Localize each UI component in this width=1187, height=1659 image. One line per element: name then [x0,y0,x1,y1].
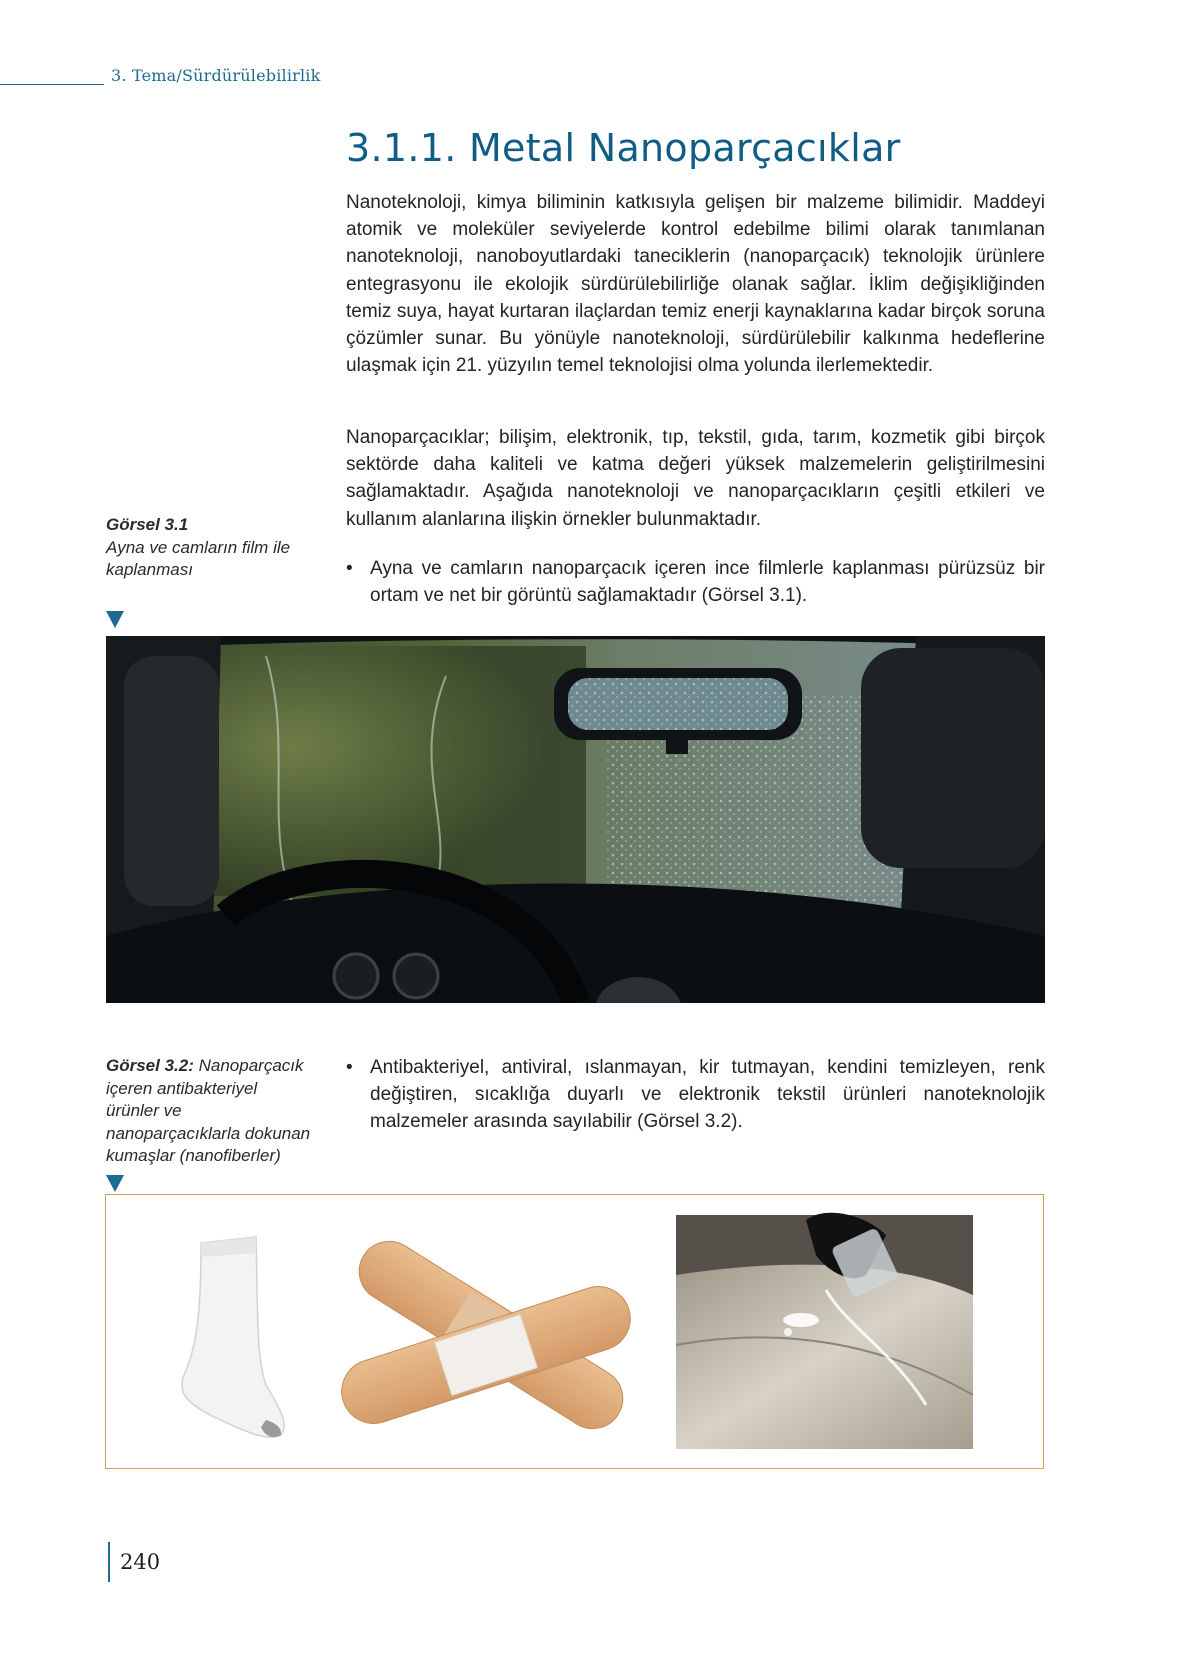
sock-image [182,1237,284,1437]
bullet-1-text: Ayna ve camların nanoparçacık içeren ince filmlerle kaplanması pürüzsüz bir ortam ve net bir görüntü sağlamaktadır (Görsel 3.1). [370,558,1045,607]
running-header: 3. Tema/Sürdürülebilirlik [111,66,321,85]
bullet-2-text: Antibakteriyel, antiviral, ıslanmayan, kir tutmayan, kendini temizleyen, renk değiştiren, sıcaklığa duyarlı ve elektronik tekstil ürünleri nanoteknolojik malzemeler arasında sayılabilir (Görsel 3.2). [370,1057,1045,1133]
bullet-dot-icon: • [346,1057,353,1078]
paragraph-1: Nanoteknoloji, kimya biliminin katkısıyla gelişen bir malzeme bilimidir. Maddeyi atomik ve moleküler seviyelerde kontrol edebilme bilimi olarak tanımlanan nanoteknoloji, nanoboyutlardaki taneciklerin (nanoparçacık) teknolojik ürünlere entegrasyonu ile ekolojik sürdürülebilirliğe olanak sağlar. İklim değişikliğinden temiz suya, hayat kurtaran ilaçlardan temiz enerji kaynaklarına kadar birçok soruna çözümler sunar. Bu yönüyle nanoteknoloji, sürdürülebilir kalkınma hedeflerine ulaşmak için 21. yüzyılın temel teknolojisi olma yolunda ilerlemektedir. [346,192,1045,377]
paragraph-2: Nanoparçacıklar; bilişim, elektronik, tıp, tekstil, gıda, tarım, kozmetik gibi birçok sektörde daha kaliteli ve katma değeri yüksek malzemelerin geliştirilmesini sağlamaktadır. Aşağıda nanoteknoloji ve nanoparçacıkların çeşitli etkileri ve kullanım alanlarına ilişkin örnekler bulunmaktadır. [346,427,1045,530]
figure-2-photo-frame [105,1194,1044,1469]
figure-1-arrow-icon [106,611,124,628]
bullet-item-1 [346,555,1045,609]
page-number-bar [108,1542,110,1582]
figure-2-label: Görsel 3.2: [106,1056,194,1075]
figure-1-caption [106,514,321,582]
page-number: 240 [120,1550,161,1574]
figure-2-arrow-icon [106,1175,124,1192]
figure-2-caption [106,1055,314,1168]
figure-1-caption-text: Ayna ve camların film ile kaplanması [106,537,291,579]
section-title: 3.1.1. Metal Nanoparçacıklar [346,126,901,170]
paragraph-1-block [346,189,1045,379]
figure-1-label: Görsel 3.1 [106,515,189,534]
figure-2-images [106,1195,1042,1467]
car-windshield-image [106,636,1045,1003]
figure-2-caption-text: Nanoparçacık içeren antibakteriyel ürünler ve nanoparçacıklarla dokunan kumaşlar (nanofiberler) [106,1056,311,1165]
header-rule [0,84,104,85]
figure-1-photo [106,636,1045,1003]
bullet-item-2 [346,1054,1045,1136]
bandage-image [333,1230,638,1440]
water-repellent-sofa-image [676,1213,973,1449]
paragraph-2-block [346,424,1045,533]
bullet-dot-icon: • [346,558,353,579]
